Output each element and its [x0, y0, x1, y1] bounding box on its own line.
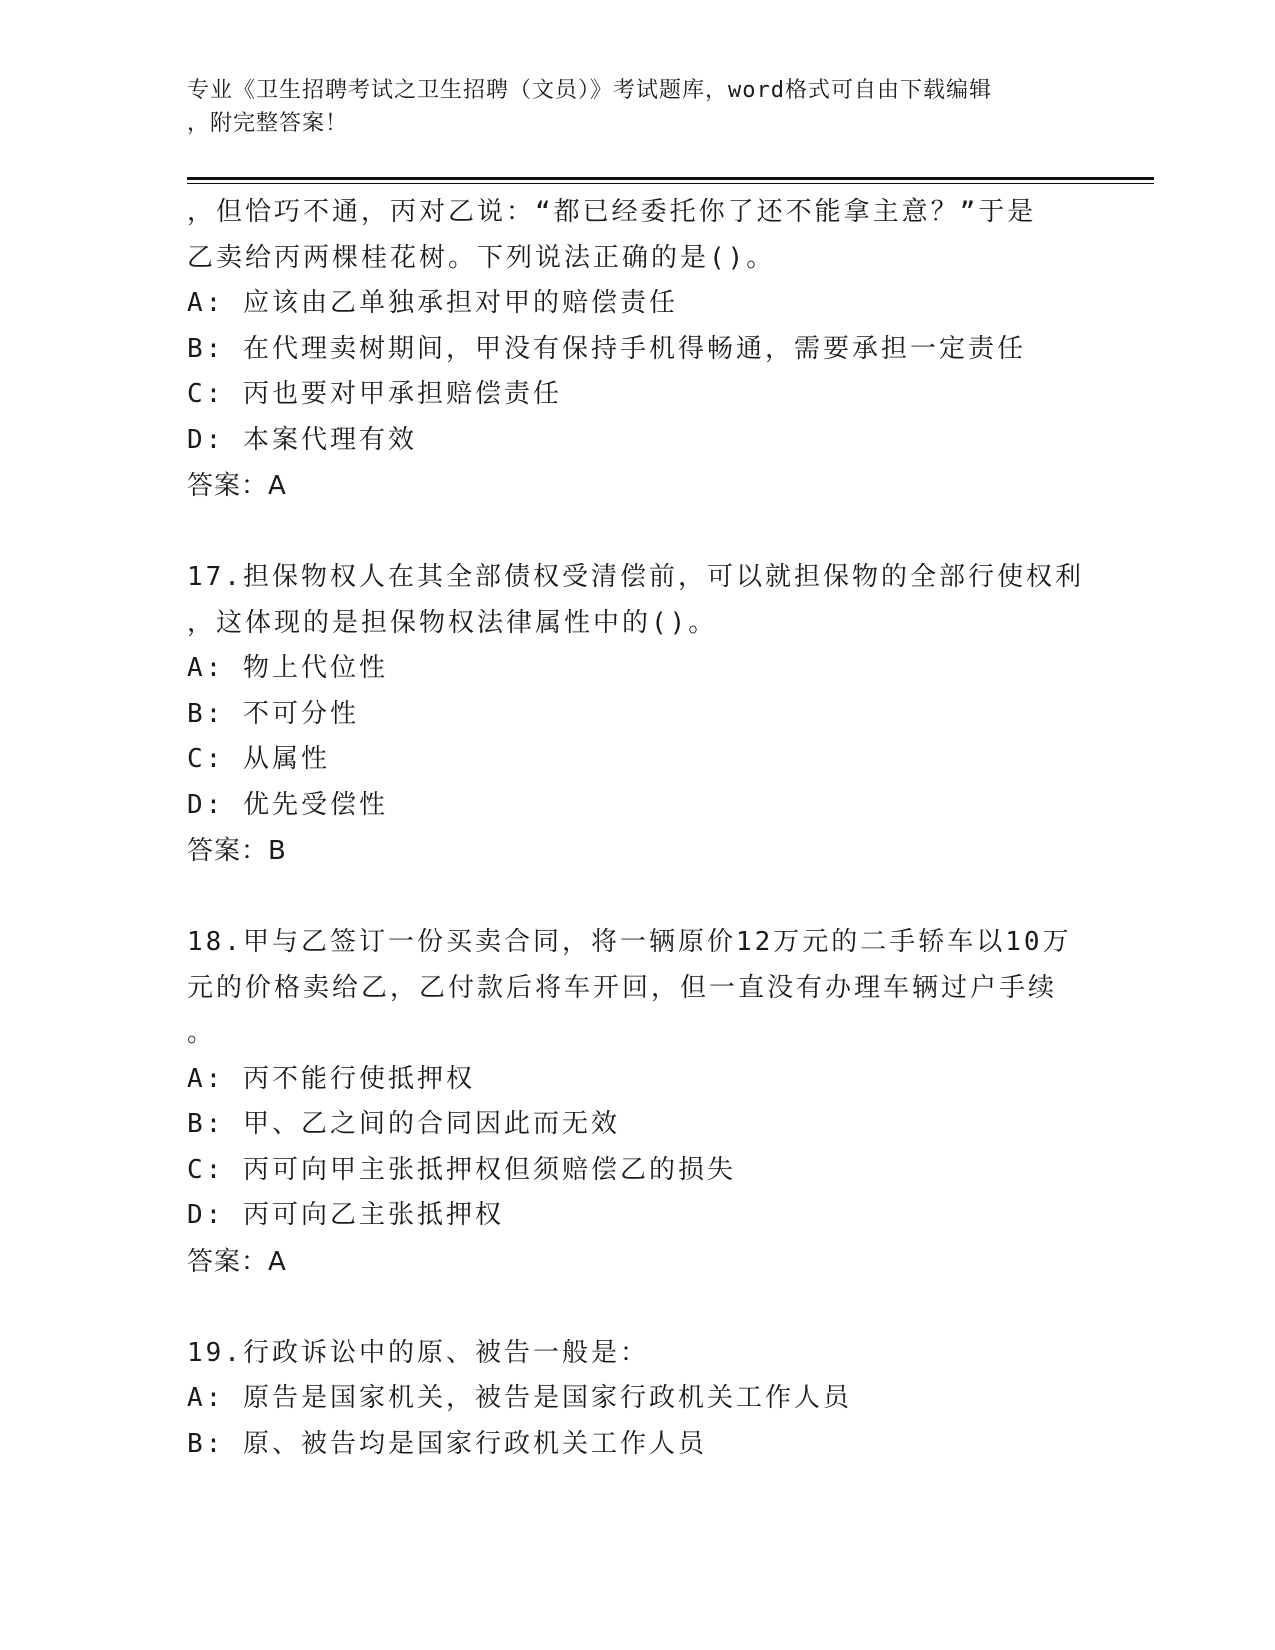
- option-a: A: 物上代位性: [187, 653, 388, 683]
- answer-text: 答案：A: [187, 1246, 287, 1277]
- document-header: [187, 74, 1087, 140]
- question-list: [187, 190, 1087, 1467]
- question-19: [187, 1331, 1087, 1468]
- option-b: B: 原、被告均是国家行政机关工作人员: [187, 1428, 707, 1459]
- option-c: C: 丙也要对甲承担赔偿责任: [187, 379, 562, 409]
- option-a: A: 原告是国家机关，被告是国家行政机关工作人员: [187, 1383, 852, 1413]
- question-text: ，这体现的是担保物权法律属性中的()。: [187, 607, 718, 638]
- question-text: 元的价格卖给乙，乙付款后将车开回，但一直没有办理车辆过户手续: [187, 972, 1058, 1003]
- answer-text: 答案：B: [187, 836, 287, 866]
- question-text: 乙卖给丙两棵桂花树。下列说法正确的是()。: [187, 242, 776, 273]
- question-text: 18.甲与乙签订一份买卖合同，将一辆原价12万元的二手轿车以10万: [187, 927, 1072, 957]
- question-17: [187, 555, 1087, 874]
- question-16: [187, 190, 1087, 509]
- header-line-2: ，附完整答案！: [187, 111, 349, 136]
- option-a: A: 应该由乙单独承担对甲的赔偿责任: [187, 288, 678, 318]
- option-d: D: 本案代理有效: [187, 424, 417, 455]
- option-a: A: 丙不能行使抵押权: [187, 1063, 475, 1094]
- question-text: 。: [187, 1018, 217, 1048]
- question-text: 19.行政诉讼中的原、被告一般是：: [187, 1337, 649, 1368]
- header-divider-thin: [187, 183, 1154, 184]
- option-b: B: 甲、乙之间的合同因此而无效: [187, 1109, 620, 1139]
- question-text: ，但恰巧不通，丙对乙说：“都已经委托你了还不能拿主意？”于是: [187, 197, 1037, 227]
- option-c: C: 丙可向甲主张抵押权但须赔偿乙的损失: [187, 1154, 736, 1185]
- question-18: [187, 920, 1087, 1285]
- answer-text: 答案：A: [187, 471, 287, 501]
- option-d: D: 优先受偿性: [187, 789, 388, 820]
- option-c: C: 从属性: [187, 744, 330, 774]
- question-text: 17.担保物权人在其全部债权受清偿前，可以就担保物的全部行使权利: [187, 562, 1084, 592]
- header-line-1: 专业《卫生招聘考试之卫生招聘（文员）》考试题库，word格式可自由下载编辑: [187, 78, 992, 103]
- option-d: D: 丙可向乙主张抵押权: [187, 1200, 504, 1230]
- option-b: B: 在代理卖树期间，甲没有保持手机得畅通，需要承担一定责任: [187, 333, 1026, 364]
- header-divider-thick: [187, 177, 1154, 180]
- option-b: B: 不可分性: [187, 698, 359, 729]
